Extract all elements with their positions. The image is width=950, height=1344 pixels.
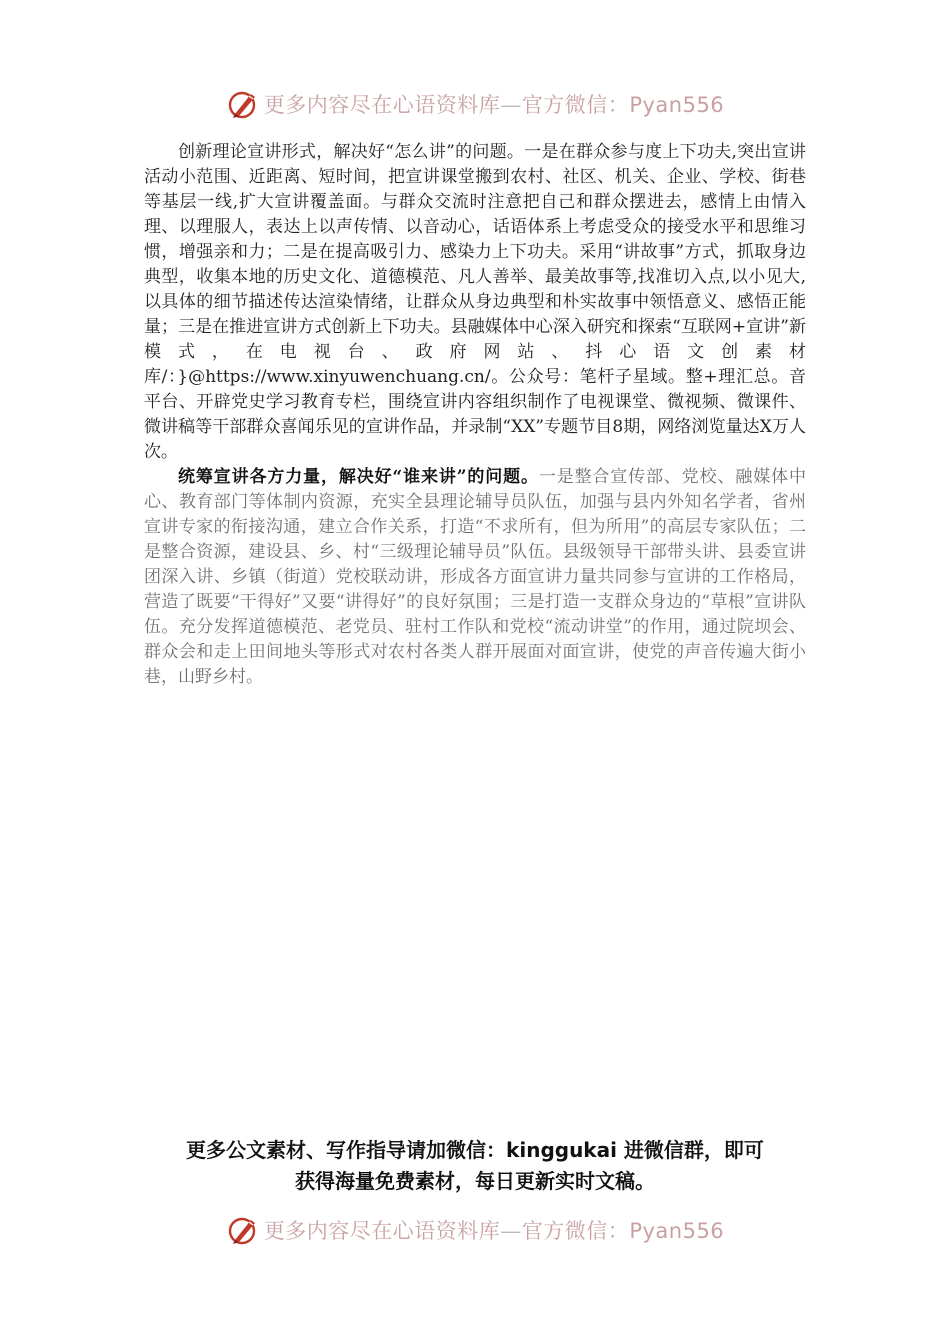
footer-watermark — [0, 1208, 950, 1252]
paragraph-2 — [144, 465, 806, 690]
watermark-separator: — — [500, 93, 522, 117]
footer-promo — [0, 1135, 950, 1197]
paragraph-1 — [144, 140, 806, 465]
paragraph-1-lead: 创新理论宣讲形式，解决好“怎么讲”的问题。 — [178, 142, 525, 162]
paragraph-2-lead: 统筹宣讲各方力量，解决好“谁来讲”的问题。 — [178, 467, 539, 487]
watermark-wechat-id: Pyan556 — [629, 93, 725, 117]
footer-line-1: 更多公文素材、写作指导请加微信：kinggukai 进微信群，即可 — [186, 1138, 764, 1162]
watermark-text: 更多内容尽在心语资料库 — [263, 93, 501, 117]
header-watermark — [0, 82, 950, 126]
watermark-wechat-id: Pyan556 — [629, 1219, 725, 1243]
pen-circle-icon — [226, 87, 260, 121]
paragraph-2-text: 一是整合宣传部、党校、融媒体中心、教育部门等体制内资源，充实全县理论辅导员队伍，加强与县内外知名学者，省州宣讲专家的衔接沟通，建立合作关系，打造“不求所有，但为所用”的高层专家队伍；二是整合资源，建设县、乡、村“三级理论辅导员”队伍。县级领导干部带头讲、县委宣讲团深入讲、乡镇（街道）党校联动讲，形成各方面宣讲力量共同参与宣讲的工作格局，营造了既要“干得好”又要“讲得好”的良好氛围；三是打造一支群众身边的“草根”宣讲队伍。充分发挥道德模范、老党员、驻村工作队和党校“流动讲堂”的作用，通过院坝会、群众会和走上田间地头等形式对农村各类人群开展面对面宣讲，使党的声音传遍大街小巷，山野乡村。 — [144, 467, 807, 687]
pen-circle-icon — [226, 1213, 260, 1247]
watermark-label: 官方微信： — [521, 1219, 630, 1243]
document-body — [144, 140, 806, 690]
watermark-label: 官方微信： — [521, 93, 630, 117]
watermark-separator: — — [500, 1219, 522, 1243]
paragraph-1-text: 一是在群众参与度上下功夫,突出宣讲活动小范围、近距离、短时间，把宣讲课堂搬到农村、社区、机关、企业、学校、街巷等基层一线,扩大宣讲覆盖面。与群众交流时注意把自己和群众摆进去，感情上由情入理、以理服人，表达上以声传情、以音动心，话语体系上考虑受众的接受水平和思维习惯，增强亲和力；二是在提高吸引力、感染力上下功夫。采用“讲故事”方式，抓取身边典型，收集本地的历史文化、道德模范、凡人善举、最美故事等,找准切入点,以小见大,以具体的细节描述传达渲染情绪，让群众从身边典型和朴实故事中领悟意义、感悟正能量；三是在推进宣讲方式创新上下功夫。县融媒体中心深入研究和探索“互联网+宣讲”新模式，在电视台、政府网站、抖心语文创素材库/：}@https://www.xinyuwenchuang.cn/。公众号：笔杆子星域。整+理汇总。音平台、开辟党史学习教育专栏，围绕宣讲内容组织制作了电视课堂、微视频、微课件、微讲稿等干部群众喜闻乐见的宣讲作品，并录制“XX”专题节目8期，网络浏览量达X万人次。 — [144, 142, 806, 462]
watermark-text: 更多内容尽在心语资料库 — [263, 1219, 501, 1243]
footer-line-2: 获得海量免费素材，每日更新实时文稿。 — [295, 1169, 655, 1193]
